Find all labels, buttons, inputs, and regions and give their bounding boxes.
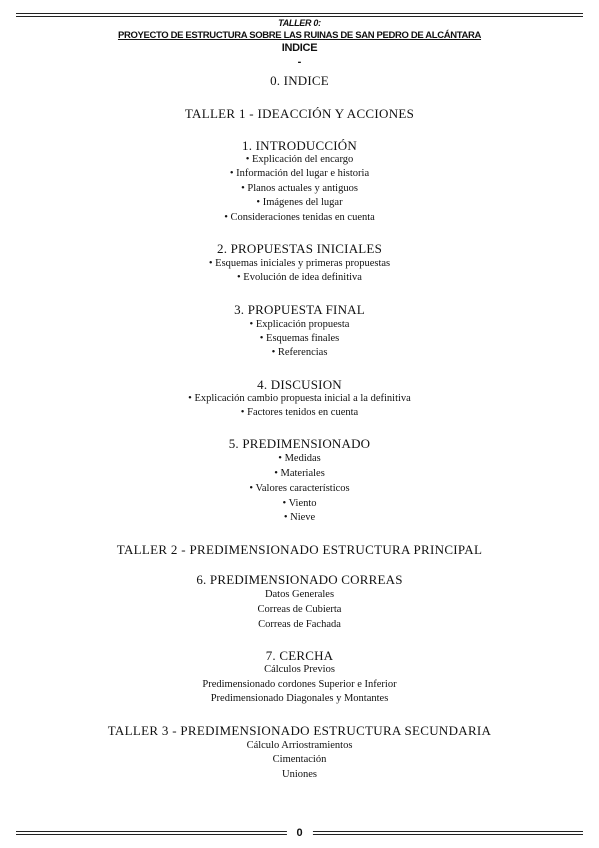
toc-item: Datos Generales (264, 589, 335, 600)
footer-rule (16, 828, 583, 840)
toc-heading-propuesta-final: 3. PROPUESTA FINAL (234, 302, 365, 317)
toc-taller-1: TALLER 1 - IDEACCIÓN Y ACCIONES (184, 106, 415, 121)
toc-taller-3: TALLER 3 - PREDIMENSIONADO ESTRUCTURA SECUNDARIA (107, 723, 492, 738)
toc-heading-index: 0. INDICE (270, 73, 329, 88)
toc-item: • Materiales (274, 468, 325, 479)
header-rule-line (16, 16, 583, 17)
toc-item: • Valores característicos (249, 483, 350, 494)
toc-heading-predimensionado: 5. PREDIMENSIONADO (228, 436, 371, 451)
title-dash: - (297, 56, 302, 68)
header-rule-line (16, 13, 583, 14)
toc-item: • Información del lugar e historia (229, 168, 370, 179)
toc-item: • Medidas (278, 453, 321, 464)
toc-item: • Explicación del encargo (245, 154, 354, 165)
toc-item: • Explicación cambio propuesta inicial a la definitiva (188, 393, 411, 404)
toc-item: • Esquemas iniciales y primeras propuestas (208, 258, 391, 269)
toc-item: Predimensionado Diagonales y Montantes (210, 693, 389, 704)
toc-heading-predimensionado-correas: 6. PREDIMENSIONADO CORREAS (196, 572, 403, 587)
toc-item: Cálculo Arriostramientos (246, 740, 353, 751)
header-rule (16, 11, 583, 28)
toc-heading-propuestas-iniciales: 2. PROPUESTAS INICIALES (217, 241, 382, 256)
toc-taller-2: TALLER 2 - PREDIMENSIONADO ESTRUCTURA PRINCIPAL (116, 542, 483, 557)
project-subtitle: PROYECTO DE ESTRUCTURA SOBRE LAS RUINAS DE SAN PEDRO DE ALCÁNTARA (117, 30, 482, 41)
toc-item: Cimentación (272, 754, 327, 765)
toc-item: • Factores tenidos en cuenta (240, 407, 359, 418)
toc-heading-introduccion: 1. INTRODUCCIÓN (242, 138, 357, 153)
document-title: INDICE (281, 42, 318, 54)
toc-item: • Esquemas finales (259, 333, 340, 344)
toc-item: • Nieve (283, 512, 316, 523)
toc-item: • Referencias (271, 347, 328, 358)
toc-item: Predimensionado cordones Superior e Inferior (202, 679, 397, 690)
toc-item: • Evolución de idea definitiva (237, 272, 362, 283)
toc-item: Correas de Cubierta (257, 604, 342, 615)
toc-item: • Explicación propuesta (249, 319, 350, 330)
toc-item: • Viento (282, 498, 317, 509)
header-tag: TALLER 0: (270, 18, 329, 28)
toc-heading-cercha: 7. CERCHA (265, 648, 334, 663)
toc-item: • Consideraciones tenidas en cuenta (224, 212, 375, 223)
toc-heading-discusion: 4. DISCUSION (257, 377, 342, 392)
toc-item: • Planos actuales y antiguos (241, 183, 358, 194)
toc-item: Uniones (282, 769, 317, 780)
toc-item: • Imágenes del lugar (256, 197, 343, 208)
toc-item: Correas de Fachada (258, 619, 341, 630)
page-number: 0 (286, 827, 312, 839)
toc-item: Cálculos Previos (264, 664, 335, 675)
